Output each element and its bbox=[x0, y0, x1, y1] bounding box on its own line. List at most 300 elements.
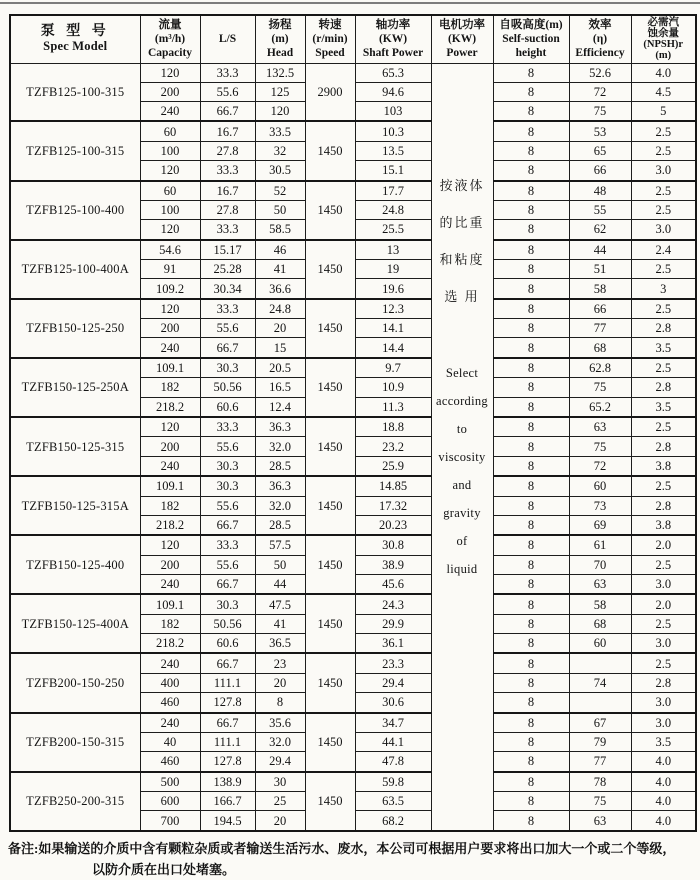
npsh-cell: 3.0 bbox=[631, 161, 696, 181]
efficiency-cell: 68 bbox=[569, 338, 631, 358]
speed-cell: 1450 bbox=[305, 535, 355, 594]
ls-cell: 66.7 bbox=[200, 653, 255, 673]
npsh-cell: 4.0 bbox=[631, 752, 696, 772]
efficiency-cell: 44 bbox=[569, 240, 631, 260]
shaft-power-cell: 14.1 bbox=[355, 319, 431, 338]
model-cell: TZFB125-100-315 bbox=[10, 63, 140, 121]
head-cell: 30.5 bbox=[255, 161, 305, 181]
speed-cell: 1450 bbox=[305, 121, 355, 180]
model-cell: TZFB150-125-315A bbox=[10, 476, 140, 535]
shaft-power-cell: 23.2 bbox=[355, 437, 431, 456]
efficiency-cell: 61 bbox=[569, 535, 631, 555]
npsh-cell: 2.5 bbox=[631, 260, 696, 279]
ls-cell: 33.3 bbox=[200, 299, 255, 319]
model-cell: TZFB150-125-400 bbox=[10, 535, 140, 594]
npsh-cell: 2.0 bbox=[631, 535, 696, 555]
capacity-cell: 200 bbox=[140, 555, 200, 574]
efficiency-cell: 55 bbox=[569, 200, 631, 219]
motor-power-note-zh: 选 用 bbox=[444, 288, 480, 304]
ls-cell: 30.34 bbox=[200, 279, 255, 299]
table-row bbox=[10, 772, 696, 792]
npsh-cell: 2.5 bbox=[631, 614, 696, 633]
ls-cell: 127.8 bbox=[200, 752, 255, 772]
motor-power-note-en: to bbox=[456, 421, 468, 436]
model-cell: TZFB150-125-250A bbox=[10, 358, 140, 417]
shaft-power-cell: 9.7 bbox=[355, 358, 431, 378]
efficiency-cell: 68 bbox=[569, 614, 631, 633]
npsh-cell: 2.8 bbox=[631, 437, 696, 456]
efficiency-cell: 72 bbox=[569, 82, 631, 101]
npsh-cell: 2.5 bbox=[631, 141, 696, 160]
ls-cell: 33.3 bbox=[200, 417, 255, 437]
shaft-power-cell: 65.3 bbox=[355, 63, 431, 82]
shaft-power-cell: 13.5 bbox=[355, 141, 431, 160]
speed-cell: 1450 bbox=[305, 772, 355, 831]
shaft-power-cell: 18.8 bbox=[355, 417, 431, 437]
npsh-cell: 3.0 bbox=[631, 634, 696, 654]
shaft-power-cell: 19 bbox=[355, 260, 431, 279]
self-suction-cell: 8 bbox=[493, 772, 569, 792]
ls-cell: 16.7 bbox=[200, 121, 255, 141]
motor-power-note-en: of bbox=[456, 533, 468, 548]
self-suction-cell: 8 bbox=[493, 378, 569, 397]
efficiency-cell bbox=[569, 693, 631, 713]
motor-power-note-zh: 的比重 bbox=[439, 214, 485, 230]
npsh-cell: 3.0 bbox=[631, 574, 696, 594]
ls-cell: 33.3 bbox=[200, 63, 255, 82]
shaft-power-cell: 19.6 bbox=[355, 279, 431, 299]
self-suction-cell: 8 bbox=[493, 792, 569, 811]
npsh-cell: 3.0 bbox=[631, 693, 696, 713]
motor-power-note-zh: 和粘度 bbox=[439, 251, 485, 267]
shaft-power-cell: 24.8 bbox=[355, 200, 431, 219]
head-cell: 29.4 bbox=[255, 752, 305, 772]
speed-cell: 1450 bbox=[305, 240, 355, 299]
head-cell: 25 bbox=[255, 792, 305, 811]
self-suction-cell: 8 bbox=[493, 121, 569, 141]
head-cell: 120 bbox=[255, 102, 305, 122]
head-cell: 52 bbox=[255, 181, 305, 201]
shaft-power-cell: 23.3 bbox=[355, 653, 431, 673]
motor-power-note-en: Select bbox=[445, 365, 479, 380]
npsh-cell: 3.5 bbox=[631, 397, 696, 417]
ls-cell: 138.9 bbox=[200, 772, 255, 792]
npsh-cell: 3.0 bbox=[631, 220, 696, 240]
table-row bbox=[10, 713, 696, 733]
shaft-power-cell: 10.3 bbox=[355, 121, 431, 141]
self-suction-cell: 8 bbox=[493, 574, 569, 594]
speed-cell: 1450 bbox=[305, 476, 355, 535]
self-suction-cell: 8 bbox=[493, 102, 569, 122]
efficiency-cell: 65.2 bbox=[569, 397, 631, 417]
ls-cell: 166.7 bbox=[200, 792, 255, 811]
shaft-power-cell: 20.23 bbox=[355, 515, 431, 535]
shaft-power-cell: 17.32 bbox=[355, 496, 431, 515]
ls-cell: 66.7 bbox=[200, 713, 255, 733]
shaft-power-cell: 45.6 bbox=[355, 574, 431, 594]
capacity-cell: 200 bbox=[140, 319, 200, 338]
head-cell: 36.3 bbox=[255, 417, 305, 437]
model-cell: TZFB250-200-315 bbox=[10, 772, 140, 831]
shaft-power-cell: 11.3 bbox=[355, 397, 431, 417]
self-suction-cell: 8 bbox=[493, 397, 569, 417]
self-suction-cell: 8 bbox=[493, 240, 569, 260]
self-suction-cell: 8 bbox=[493, 673, 569, 692]
shaft-power-cell: 63.5 bbox=[355, 792, 431, 811]
npsh-cell: 3 bbox=[631, 279, 696, 299]
ls-cell: 50.56 bbox=[200, 378, 255, 397]
head-cell: 50 bbox=[255, 555, 305, 574]
head-cell: 41 bbox=[255, 260, 305, 279]
shaft-power-cell: 47.8 bbox=[355, 752, 431, 772]
table-row bbox=[10, 299, 696, 319]
ls-cell: 30.3 bbox=[200, 476, 255, 496]
ls-cell: 66.7 bbox=[200, 574, 255, 594]
self-suction-cell: 8 bbox=[493, 299, 569, 319]
efficiency-cell: 75 bbox=[569, 378, 631, 397]
column-header-self-suction: 自吸高度(m) Self-suction height bbox=[493, 15, 569, 63]
model-cell: TZFB125-100-400A bbox=[10, 240, 140, 299]
pump-spec-table bbox=[9, 14, 697, 832]
shaft-power-cell: 15.1 bbox=[355, 161, 431, 181]
self-suction-cell: 8 bbox=[493, 417, 569, 437]
head-cell: 12.4 bbox=[255, 397, 305, 417]
speed-cell: 1450 bbox=[305, 713, 355, 772]
efficiency-cell: 58 bbox=[569, 279, 631, 299]
shaft-power-cell: 17.7 bbox=[355, 181, 431, 201]
shaft-power-cell: 14.85 bbox=[355, 476, 431, 496]
capacity-cell: 40 bbox=[140, 732, 200, 751]
head-cell: 20 bbox=[255, 319, 305, 338]
column-header-head: 扬程 (m) Head bbox=[255, 15, 305, 63]
npsh-cell: 2.8 bbox=[631, 673, 696, 692]
ls-cell: 33.3 bbox=[200, 535, 255, 555]
self-suction-cell: 8 bbox=[493, 319, 569, 338]
head-cell: 125 bbox=[255, 82, 305, 101]
ls-cell: 127.8 bbox=[200, 693, 255, 713]
head-cell: 36.5 bbox=[255, 634, 305, 654]
self-suction-cell: 8 bbox=[493, 161, 569, 181]
shaft-power-cell: 94.6 bbox=[355, 82, 431, 101]
capacity-cell: 240 bbox=[140, 456, 200, 476]
capacity-cell: 120 bbox=[140, 535, 200, 555]
self-suction-cell: 8 bbox=[493, 82, 569, 101]
self-suction-cell: 8 bbox=[493, 260, 569, 279]
shaft-power-cell: 25.9 bbox=[355, 456, 431, 476]
ls-cell: 25.28 bbox=[200, 260, 255, 279]
head-cell: 16.5 bbox=[255, 378, 305, 397]
motor-power-note-en: viscosity bbox=[438, 449, 486, 464]
speed-cell: 1450 bbox=[305, 358, 355, 417]
capacity-cell: 400 bbox=[140, 673, 200, 692]
capacity-cell: 91 bbox=[140, 260, 200, 279]
efficiency-cell: 67 bbox=[569, 713, 631, 733]
capacity-cell: 700 bbox=[140, 811, 200, 831]
ls-cell: 60.6 bbox=[200, 397, 255, 417]
head-cell: 35.6 bbox=[255, 713, 305, 733]
ls-cell: 55.6 bbox=[200, 319, 255, 338]
self-suction-cell: 8 bbox=[493, 496, 569, 515]
npsh-cell: 5 bbox=[631, 102, 696, 122]
ls-cell: 33.3 bbox=[200, 220, 255, 240]
npsh-cell: 2.5 bbox=[631, 121, 696, 141]
table-row bbox=[10, 535, 696, 555]
speed-cell: 1450 bbox=[305, 594, 355, 653]
shaft-power-cell: 14.4 bbox=[355, 338, 431, 358]
efficiency-cell: 62 bbox=[569, 220, 631, 240]
speed-cell: 1450 bbox=[305, 653, 355, 712]
npsh-cell: 2.8 bbox=[631, 319, 696, 338]
head-cell: 46 bbox=[255, 240, 305, 260]
shaft-power-cell: 30.8 bbox=[355, 535, 431, 555]
shaft-power-cell: 13 bbox=[355, 240, 431, 260]
efficiency-cell: 53 bbox=[569, 121, 631, 141]
self-suction-cell: 8 bbox=[493, 181, 569, 201]
self-suction-cell: 8 bbox=[493, 358, 569, 378]
shaft-power-cell: 25.5 bbox=[355, 220, 431, 240]
head-cell: 32 bbox=[255, 141, 305, 160]
head-cell: 33.5 bbox=[255, 121, 305, 141]
ls-cell: 33.3 bbox=[200, 161, 255, 181]
motor-power-note-zh: 按液体 bbox=[439, 177, 485, 193]
capacity-cell: 120 bbox=[140, 220, 200, 240]
capacity-cell: 460 bbox=[140, 693, 200, 713]
npsh-cell: 3.8 bbox=[631, 515, 696, 535]
model-cell: TZFB200-150-315 bbox=[10, 713, 140, 772]
capacity-cell: 600 bbox=[140, 792, 200, 811]
npsh-cell: 3.5 bbox=[631, 338, 696, 358]
capacity-cell: 109.1 bbox=[140, 594, 200, 614]
efficiency-cell: 52.6 bbox=[569, 63, 631, 82]
motor-power-cell bbox=[431, 63, 493, 831]
shaft-power-cell: 29.4 bbox=[355, 673, 431, 692]
ls-cell: 66.7 bbox=[200, 338, 255, 358]
capacity-cell: 54.6 bbox=[140, 240, 200, 260]
speed-cell: 1450 bbox=[305, 181, 355, 240]
self-suction-cell: 8 bbox=[493, 594, 569, 614]
table-row bbox=[10, 121, 696, 141]
column-header-model: 泵 型 号 Spec Model bbox=[10, 15, 140, 63]
self-suction-cell: 8 bbox=[493, 693, 569, 713]
ls-cell: 16.7 bbox=[200, 181, 255, 201]
npsh-cell: 3.5 bbox=[631, 732, 696, 751]
npsh-cell: 2.5 bbox=[631, 555, 696, 574]
head-cell: 15 bbox=[255, 338, 305, 358]
self-suction-cell: 8 bbox=[493, 752, 569, 772]
capacity-cell: 60 bbox=[140, 121, 200, 141]
capacity-cell: 200 bbox=[140, 437, 200, 456]
table-row bbox=[10, 63, 696, 82]
capacity-cell: 500 bbox=[140, 772, 200, 792]
table-row bbox=[10, 476, 696, 496]
head-cell: 28.5 bbox=[255, 515, 305, 535]
head-cell: 44 bbox=[255, 574, 305, 594]
capacity-cell: 109.2 bbox=[140, 279, 200, 299]
npsh-cell: 3.0 bbox=[631, 713, 696, 733]
self-suction-cell: 8 bbox=[493, 653, 569, 673]
ls-cell: 55.6 bbox=[200, 437, 255, 456]
capacity-cell: 200 bbox=[140, 82, 200, 101]
efficiency-cell: 65 bbox=[569, 141, 631, 160]
efficiency-cell: 63 bbox=[569, 574, 631, 594]
self-suction-cell: 8 bbox=[493, 535, 569, 555]
table-row bbox=[10, 594, 696, 614]
ls-cell: 111.1 bbox=[200, 673, 255, 692]
efficiency-cell: 79 bbox=[569, 732, 631, 751]
column-header-shaft-power: 轴功率 (KW) Shaft Power bbox=[355, 15, 431, 63]
model-cell: TZFB125-100-400 bbox=[10, 181, 140, 240]
capacity-cell: 109.1 bbox=[140, 358, 200, 378]
shaft-power-cell: 30.6 bbox=[355, 693, 431, 713]
efficiency-cell: 69 bbox=[569, 515, 631, 535]
head-cell: 32.0 bbox=[255, 496, 305, 515]
model-cell: TZFB150-125-250 bbox=[10, 299, 140, 358]
efficiency-cell: 63 bbox=[569, 417, 631, 437]
efficiency-cell: 63 bbox=[569, 811, 631, 831]
self-suction-cell: 8 bbox=[493, 555, 569, 574]
speed-cell: 1450 bbox=[305, 417, 355, 476]
efficiency-cell: 62.8 bbox=[569, 358, 631, 378]
efficiency-cell: 66 bbox=[569, 299, 631, 319]
npsh-cell: 2.5 bbox=[631, 299, 696, 319]
self-suction-cell: 8 bbox=[493, 456, 569, 476]
npsh-cell: 4.0 bbox=[631, 811, 696, 831]
efficiency-cell: 60 bbox=[569, 634, 631, 654]
shaft-power-cell: 38.9 bbox=[355, 555, 431, 574]
capacity-cell: 240 bbox=[140, 338, 200, 358]
efficiency-cell: 58 bbox=[569, 594, 631, 614]
efficiency-cell: 75 bbox=[569, 792, 631, 811]
capacity-cell: 120 bbox=[140, 417, 200, 437]
npsh-cell: 2.8 bbox=[631, 378, 696, 397]
head-cell: 20.5 bbox=[255, 358, 305, 378]
shaft-power-cell: 44.1 bbox=[355, 732, 431, 751]
column-header-capacity: 流量 (m³/h) Capacity bbox=[140, 15, 200, 63]
head-cell: 20 bbox=[255, 811, 305, 831]
self-suction-cell: 8 bbox=[493, 515, 569, 535]
head-cell: 8 bbox=[255, 693, 305, 713]
head-cell: 36.3 bbox=[255, 476, 305, 496]
footnote-line-1: 备注:如果输送的介质中含有颗粒杂质或者输送生活污水、废水，本公司可根据用户要求将出口加大一个或二个等级， bbox=[8, 841, 676, 856]
npsh-cell: 2.5 bbox=[631, 417, 696, 437]
npsh-cell: 2.5 bbox=[631, 653, 696, 673]
model-cell: TZFB150-125-400A bbox=[10, 594, 140, 653]
head-cell: 58.5 bbox=[255, 220, 305, 240]
efficiency-cell: 70 bbox=[569, 555, 631, 574]
ls-cell: 60.6 bbox=[200, 634, 255, 654]
ls-cell: 111.1 bbox=[200, 732, 255, 751]
self-suction-cell: 8 bbox=[493, 279, 569, 299]
self-suction-cell: 8 bbox=[493, 811, 569, 831]
self-suction-cell: 8 bbox=[493, 220, 569, 240]
npsh-cell: 4.0 bbox=[631, 772, 696, 792]
head-cell: 41 bbox=[255, 614, 305, 633]
efficiency-cell: 48 bbox=[569, 181, 631, 201]
speed-cell: 1450 bbox=[305, 299, 355, 358]
head-cell: 36.6 bbox=[255, 279, 305, 299]
column-header-efficiency: 效率 (η) Efficiency bbox=[569, 15, 631, 63]
capacity-cell: 120 bbox=[140, 161, 200, 181]
capacity-cell: 240 bbox=[140, 653, 200, 673]
ls-cell: 30.3 bbox=[200, 594, 255, 614]
capacity-cell: 182 bbox=[140, 614, 200, 633]
ls-cell: 55.6 bbox=[200, 496, 255, 515]
table-row bbox=[10, 358, 696, 378]
footnote bbox=[8, 838, 698, 880]
model-cell: TZFB125-100-315 bbox=[10, 121, 140, 180]
head-cell: 32.0 bbox=[255, 437, 305, 456]
self-suction-cell: 8 bbox=[493, 614, 569, 633]
npsh-cell: 2.5 bbox=[631, 200, 696, 219]
capacity-cell: 182 bbox=[140, 378, 200, 397]
efficiency-cell: 60 bbox=[569, 476, 631, 496]
efficiency-cell: 75 bbox=[569, 437, 631, 456]
efficiency-cell: 73 bbox=[569, 496, 631, 515]
npsh-cell: 2.5 bbox=[631, 358, 696, 378]
self-suction-cell: 8 bbox=[493, 200, 569, 219]
head-cell: 57.5 bbox=[255, 535, 305, 555]
head-cell: 23 bbox=[255, 653, 305, 673]
ls-cell: 194.5 bbox=[200, 811, 255, 831]
motor-power-note-en: liquid bbox=[446, 561, 478, 576]
shaft-power-cell: 24.3 bbox=[355, 594, 431, 614]
ls-cell: 27.8 bbox=[200, 141, 255, 160]
npsh-cell: 4.0 bbox=[631, 792, 696, 811]
efficiency-cell: 77 bbox=[569, 319, 631, 338]
npsh-cell: 4.5 bbox=[631, 82, 696, 101]
footnote-line-2: 以防介质在出口处堵塞。 bbox=[92, 862, 236, 877]
capacity-cell: 218.2 bbox=[140, 634, 200, 654]
ls-cell: 50.56 bbox=[200, 614, 255, 633]
ls-cell: 27.8 bbox=[200, 200, 255, 219]
self-suction-cell: 8 bbox=[493, 141, 569, 160]
ls-cell: 30.3 bbox=[200, 456, 255, 476]
capacity-cell: 100 bbox=[140, 141, 200, 160]
capacity-cell: 109.1 bbox=[140, 476, 200, 496]
table-row bbox=[10, 181, 696, 201]
capacity-cell: 60 bbox=[140, 181, 200, 201]
self-suction-cell: 8 bbox=[493, 63, 569, 82]
head-cell: 28.5 bbox=[255, 456, 305, 476]
head-cell: 132.5 bbox=[255, 63, 305, 82]
capacity-cell: 240 bbox=[140, 102, 200, 122]
ls-cell: 66.7 bbox=[200, 102, 255, 122]
ls-cell: 66.7 bbox=[200, 515, 255, 535]
efficiency-cell: 78 bbox=[569, 772, 631, 792]
self-suction-cell: 8 bbox=[493, 437, 569, 456]
self-suction-cell: 8 bbox=[493, 713, 569, 733]
npsh-cell: 2.4 bbox=[631, 240, 696, 260]
npsh-cell: 3.8 bbox=[631, 456, 696, 476]
self-suction-cell: 8 bbox=[493, 476, 569, 496]
efficiency-cell: 75 bbox=[569, 102, 631, 122]
ls-cell: 55.6 bbox=[200, 82, 255, 101]
column-header-npsh: 必需汽 蚀余量 (NPSH)r (m) bbox=[631, 15, 696, 63]
shaft-power-cell: 12.3 bbox=[355, 299, 431, 319]
efficiency-cell bbox=[569, 653, 631, 673]
npsh-cell: 2.8 bbox=[631, 496, 696, 515]
column-header-ls: L/S bbox=[200, 15, 255, 63]
efficiency-cell: 66 bbox=[569, 161, 631, 181]
model-cell: TZFB200-150-250 bbox=[10, 653, 140, 712]
shaft-power-cell: 10.9 bbox=[355, 378, 431, 397]
motor-power-note-en: and bbox=[452, 477, 472, 492]
page-top-rule bbox=[0, 2, 700, 4]
table-row bbox=[10, 240, 696, 260]
speed-cell: 2900 bbox=[305, 63, 355, 121]
column-header-speed: 转速 (r/min) Speed bbox=[305, 15, 355, 63]
capacity-cell: 100 bbox=[140, 200, 200, 219]
